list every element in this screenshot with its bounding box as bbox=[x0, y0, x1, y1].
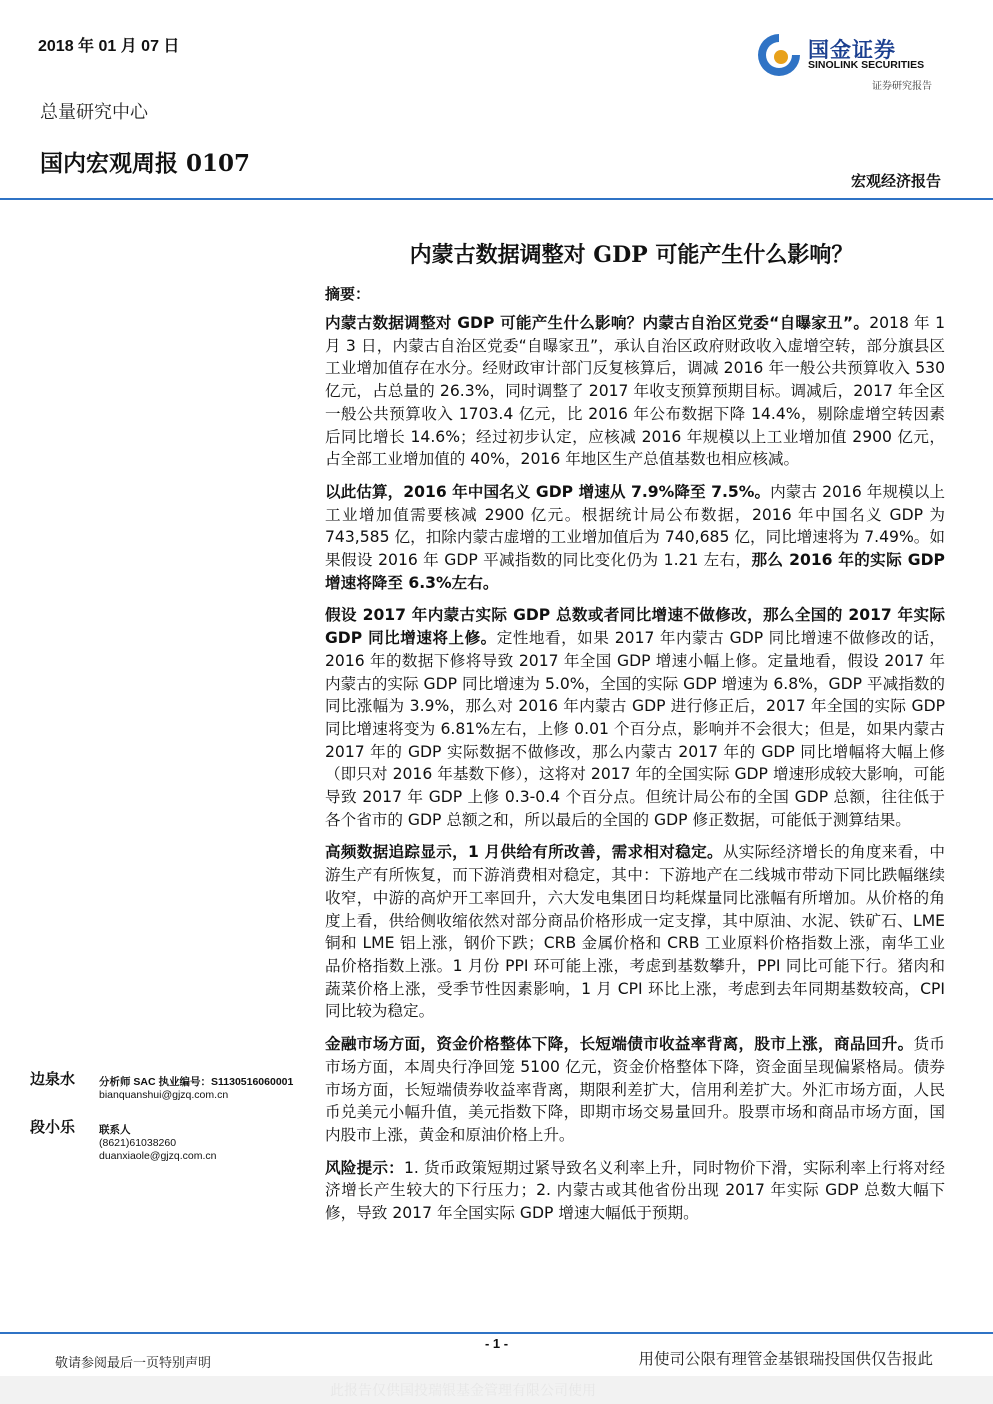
analyst-phone: (8621)61038260 bbox=[99, 1137, 177, 1149]
abstract-body bbox=[325, 312, 945, 1235]
page-number: - 1 - bbox=[484, 1336, 509, 1351]
paragraph-text: 从实际经济增长的角度来看，中游生产有所恢复，而下游消费相对稳定，其中：下游地产在二线城市带动下同比跌幅继续收窄，中游的高炉开工率回升，六大发电集团日均耗煤量同比涨幅有所增加。从价格的角度上看，供给侧收缩依然对部分商品价格形成一定支撑，其中原油、水泥、铁矿石、LME 铜和 LME 铝上涨，钢价下跌；CRB 金属价格和 CRB 工业原料价格指数上涨，南华工业品价格指数上涨。1 月份 PPI 环可能上涨，考虑到基数攀升，PPI 同比可能下行。猪肉和蔬菜价格上涨，受季节性因素影响，1 月 CPI 环比上涨，考虑到去年同期基数较高，CPI 同比较为稳定。 bbox=[325, 843, 945, 1021]
paragraph bbox=[325, 481, 945, 595]
risk-text: 1. 货币政策短期过紧导致名义利率上升，同时物价下滑，实际利率上行将对经济增长产生较大的下行压力；2. 内蒙古或其他省份出现 2017 年实际 GDP 总数大幅下修，导致 2017 年全国实际 GDP 增速大幅低于预期。 bbox=[325, 1158, 945, 1223]
logo-name-en: SINOLINK SECURITIES bbox=[808, 59, 925, 71]
watermark-text: 此报告仅供国投瑞银基金管理有限公司使用 bbox=[330, 1383, 596, 1399]
analyst-role: 分析师 SAC 执业编号：S1130516060001 bbox=[99, 1076, 294, 1088]
analyst-email[interactable]: duanxiaole@gjzq.com.cn bbox=[99, 1150, 217, 1162]
usage-note: 用使司公限有理管金基银瑞投国供仅告报此 bbox=[638, 1350, 933, 1368]
analyst-info bbox=[99, 1076, 339, 1102]
paragraph-lead: 假设 2017 年内蒙古实际 GDP 总数或者同比增速不做修改，那么全国的 2017 年实际 GDP 同比增速将上修。 bbox=[325, 606, 945, 648]
paragraph-lead: 以此估算，2016 年中国名义 GDP 增速从 7.9%降至 7.5%。 bbox=[325, 482, 771, 501]
paragraph-text: 货币市场方面，本周央行净回笼 5100 亿元，资金价格整体下降，资金面呈现偏紧格局。债券市场方面，长短端债券收益率背离，期限利差扩大，信用利差扩大。外汇市场方面，人民币兑美元小幅升值，美元指数下降，即期市场交易量回升。股票市场和商品市场方面，国内股市上涨，黄金和原油价格上升。 bbox=[325, 1035, 945, 1144]
weekly-title: 国内宏观周报 0107 bbox=[40, 150, 251, 177]
paragraph bbox=[325, 841, 945, 1023]
paragraph-lead: 高频数据追踪显示，1 月供给有所改善，需求相对稳定。 bbox=[325, 843, 723, 862]
report-type: 宏观经济报告 bbox=[850, 172, 941, 190]
company-logo bbox=[756, 32, 956, 94]
analyst-name: 边泉水 bbox=[30, 1070, 76, 1088]
paragraph bbox=[325, 1033, 945, 1147]
footer-divider bbox=[0, 1332, 993, 1334]
analyst-name: 段小乐 bbox=[30, 1118, 76, 1136]
logo-subtitle: 证券研究报告 bbox=[872, 81, 932, 92]
paragraph-text: 2018 年 1 月 3 日，内蒙古自治区党委“自曝家丑”，承认自治区政府财政收入虚增空转，部分旗县区工业增加值存在水分。经财政审计部门反复核算后，调减 2016 年一般公共预算收入 530 亿元，占总量的 26.3%，同时调整了 2017 年收支预算预期目标。调减后，2017 年全区一般公共预算收入 1703.4 亿元，比 2016 年公布数据下降 14.4%，剔除虚增空转因素后同比增长 14.6%；经过初步认定，应核减 2016 年规模以上工业增加值 2900 亿元，占全部工业增加值的 40%，2016 年地区生产总值基数也相应核减。 bbox=[325, 314, 945, 469]
header-divider bbox=[0, 198, 993, 200]
report-date: 2018 年 01 月 07 日 bbox=[38, 38, 180, 55]
paragraph bbox=[325, 312, 945, 471]
paragraph bbox=[325, 604, 945, 831]
research-center: 总量研究中心 bbox=[40, 102, 148, 123]
paragraph-lead: 金融市场方面，资金价格整体下降，长短端债市收益率背离，股市上涨，商品回升。 bbox=[325, 1035, 914, 1054]
risk-label: 风险提示： bbox=[325, 1158, 404, 1177]
analyst-info bbox=[99, 1124, 339, 1163]
paragraph-conclusion: 那么 2016 年的实际 GDP 增速将降至 6.3%左右。 bbox=[325, 551, 945, 592]
paragraph-text: 定性地看，如果 2017 年内蒙古 GDP 同比增速不做修改的话，2016 年的数据下修将导致 2017 年全国 GDP 增速小幅上修。定量地看，假设 2017 年内蒙古的实际 GDP 同比增速为 5.0%，全国的实际 GDP 增速为 6.8%，GDP 平减指数的同比涨幅为 3.9%，那么对 2016 年内蒙古 GDP 进行修正后，2017 年全国的实际 GDP 同比增速将变为 6.81%左右，上修 0.01 个百分点，影响并不会很大；但是，如果内蒙古 2017 年的 GDP 实际数据不做修改，那么内蒙古 2017 年的 GDP 同比增幅将大幅上修（即只对 2016 年基数下修），这将对 2017 年的全国实际 GDP 增速形成较大影响，可能导致 2017 年 GDP 上修 0.3-0.4 个百分点。但统计局公布的全国 GDP 总额，往往低于各个省市的 GDP 总额之和，所以最后的全国的 GDP 修正数据，可能低于测算结果。 bbox=[325, 629, 945, 829]
risk-warning bbox=[325, 1157, 945, 1225]
report-title: 内蒙古数据调整对 GDP 可能产生什么影响？ bbox=[409, 242, 854, 268]
analyst-email[interactable]: bianquanshui@gjzq.com.cn bbox=[99, 1089, 229, 1101]
abstract-label: 摘要： bbox=[325, 285, 371, 303]
paragraph-text: 内蒙古 2016 年规模以上工业增加值需要核减 2900 亿元。根据统计局公布数据，2016 年中国名义 GDP 为 743,585 亿，扣除内蒙古虚增的工业增加值后为 740,685 亿，同比增速将为 7.49%。如果假设 2016 年 GDP 平减指数的同比变化仍为 1.21 左右， bbox=[325, 482, 945, 570]
analyst-role: 联系人 bbox=[99, 1124, 131, 1136]
disclaimer-note: 敬请参阅最后一页特别声明 bbox=[55, 1356, 212, 1371]
logo-name-cn: 国金证券 bbox=[808, 38, 896, 62]
logo-mark-icon bbox=[756, 32, 802, 78]
paragraph-lead: 内蒙古数据调整对 GDP 可能产生什么影响？内蒙古自治区党委“自曝家丑”。 bbox=[325, 314, 870, 332]
